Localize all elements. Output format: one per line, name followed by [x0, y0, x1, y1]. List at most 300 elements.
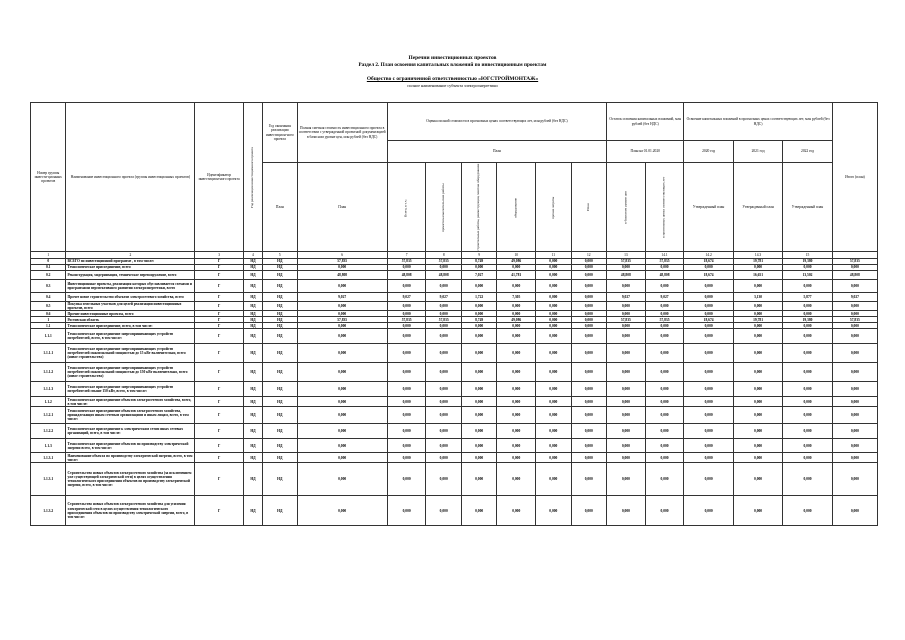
row-value: 0,000 [426, 424, 461, 439]
row-year-impl: НД [243, 258, 262, 264]
row-name: Покупка земельных участков для целей реализации инвестиционных проектов, всего [66, 301, 195, 310]
row-id: Г [195, 363, 243, 382]
row-year-end: НД [263, 329, 297, 344]
row-estimate-total: 57,835 [387, 258, 426, 264]
row-value: 0,000 [783, 424, 832, 439]
row-value: 3,130 [733, 292, 782, 301]
row-value: 0,000 [645, 311, 684, 317]
row-value: 0,000 [497, 329, 536, 344]
row-value: 0,000 [607, 424, 646, 439]
table-row [31, 453, 878, 463]
table-row [31, 270, 878, 279]
row-value: 0,000 [536, 317, 571, 323]
row-number: 0 [31, 258, 66, 264]
row-value: 0,000 [461, 363, 496, 382]
row-value: 0,000 [783, 329, 832, 344]
row-value: 0,000 [571, 496, 607, 526]
row-year-end: НД [263, 270, 297, 279]
row-id: Г [195, 279, 243, 292]
row-value: 0,000 [297, 301, 387, 310]
col-2020: 2020 год [684, 141, 733, 163]
row-value: 0,000 [607, 439, 646, 453]
row-value: 48,808 [832, 270, 877, 279]
row-value: 0,000 [684, 344, 733, 363]
table-body [31, 258, 878, 525]
row-value: 0,000 [497, 363, 536, 382]
row-value: 0,000 [536, 382, 571, 397]
row-value: 9,027 [832, 292, 877, 301]
col-number: 5 [263, 251, 297, 258]
row-id: Г [195, 424, 243, 439]
row-value: 0,000 [497, 301, 536, 310]
row-value: 0,000 [607, 344, 646, 363]
col-remain-base: в базисном уровне цен [607, 163, 646, 252]
row-value: 0,000 [733, 323, 782, 329]
row-value: 0,000 [497, 279, 536, 292]
row-estimate-total: 0,000 [387, 279, 426, 292]
row-value: 57,835 [832, 317, 877, 323]
row-value: 0,000 [684, 329, 733, 344]
row-value: 19,781 [733, 258, 782, 264]
row-value: 9,027 [426, 292, 461, 301]
row-value: 0,000 [426, 439, 461, 453]
row-value: 9,027 [607, 292, 646, 301]
col-smr: строительные работы, реконструкция, монтаж оборудования [461, 163, 496, 252]
col-itogo-header: Итого (план) [832, 103, 877, 252]
row-id: Г [195, 270, 243, 279]
row-value: 0,000 [426, 397, 461, 407]
row-value: 0,000 [297, 382, 387, 397]
row-year-impl: НД [243, 363, 262, 382]
row-value: 0,000 [607, 463, 646, 496]
row-year-end: НД [263, 301, 297, 310]
row-year-impl: НД [243, 407, 262, 424]
row-value: 7,027 [461, 270, 496, 279]
row-value: 0,000 [684, 424, 733, 439]
row-id: Г [195, 311, 243, 317]
row-number: 1.1.2 [31, 397, 66, 407]
row-id: Г [195, 439, 243, 453]
row-value: 0,000 [607, 382, 646, 397]
row-estimate-total: 0,000 [387, 453, 426, 463]
row-value: 0,000 [497, 311, 536, 317]
row-value: 0,000 [461, 344, 496, 363]
row-value: 0,000 [297, 279, 387, 292]
row-value: 0,000 [607, 264, 646, 270]
row-value: 0,000 [571, 292, 607, 301]
table-row [31, 439, 878, 453]
row-value: 0,000 [607, 397, 646, 407]
col-equip: оборудование [497, 163, 536, 252]
row-number: 1.1.3.1 [31, 463, 66, 496]
row-value: 0,000 [571, 407, 607, 424]
row-name: Реконструкция, модернизация, техническое перевооружение, всего [66, 270, 195, 279]
row-year-end: НД [263, 496, 297, 526]
row-year-impl: НД [243, 397, 262, 407]
row-id: Г [195, 264, 243, 270]
row-value: 0,000 [461, 439, 496, 453]
row-value: 0,000 [297, 453, 387, 463]
row-value: 0,000 [607, 496, 646, 526]
col-total: Всего, в т.ч.: [387, 163, 426, 252]
row-year-end: НД [263, 397, 297, 407]
row-value: 0,000 [832, 496, 877, 526]
org-caption: полное наименование субъекта электроэнергетики [407, 83, 498, 88]
row-value: 0,000 [426, 264, 461, 270]
row-value: 0,000 [571, 311, 607, 317]
row-value: 0,000 [497, 264, 536, 270]
row-value: 0,000 [297, 439, 387, 453]
col-2021-approved: Утвержденный план [733, 163, 782, 252]
row-value: 0,000 [645, 279, 684, 292]
row-value: 0,000 [832, 323, 877, 329]
row-value: 57,835 [645, 258, 684, 264]
row-value: 0,000 [571, 264, 607, 270]
row-value: 0,000 [733, 363, 782, 382]
row-value: 57,835 [426, 258, 461, 264]
row-value: 0,000 [684, 323, 733, 329]
row-value: 0,000 [497, 463, 536, 496]
row-value: 0,000 [426, 329, 461, 344]
row-value: 0,000 [733, 439, 782, 453]
row-value: 19,781 [733, 317, 782, 323]
row-name: Прочие инвестиционные проекты, всего [66, 311, 195, 317]
row-value: 0,000 [733, 264, 782, 270]
table-row [31, 382, 878, 397]
table-row [31, 463, 878, 496]
row-value: 8,749 [461, 317, 496, 323]
row-value: 0,000 [297, 344, 387, 363]
row-value: 57,835 [426, 317, 461, 323]
row-id: Г [195, 258, 243, 264]
row-value: 0,000 [645, 397, 684, 407]
row-value: 0,000 [497, 323, 536, 329]
row-value: 0,000 [733, 496, 782, 526]
row-value: 0,000 [645, 496, 684, 526]
row-value: 0,000 [645, 344, 684, 363]
row-id: Г [195, 397, 243, 407]
row-estimate-total: 0,000 [387, 323, 426, 329]
row-name: Технологическое присоединение энергопринимающих устройств потребителей, всего, в том числе: [66, 329, 195, 344]
row-year-end: НД [263, 323, 297, 329]
row-value: 0,000 [832, 301, 877, 310]
row-estimate-total: 0,000 [387, 397, 426, 407]
row-year-impl: НД [243, 453, 262, 463]
col-remain-forecast: в прогнозных ценах соответствующих лет [645, 163, 684, 252]
row-value: 0,000 [733, 301, 782, 310]
row-value: 0,000 [461, 323, 496, 329]
row-value: 19,380 [783, 258, 832, 264]
row-id: Г [195, 407, 243, 424]
row-year-impl: НД [243, 463, 262, 496]
col-number: 4 [243, 251, 262, 258]
row-name: Прочее новое строительство объектов электросетевого хозяйства, всего [66, 292, 195, 301]
row-value: 0,000 [571, 317, 607, 323]
table-row [31, 397, 878, 407]
row-estimate-total: 0,000 [387, 311, 426, 317]
row-year-end: НД [263, 463, 297, 496]
col-number: 8 [426, 251, 461, 258]
row-year-impl: НД [243, 496, 262, 526]
col-number: 6 [297, 251, 387, 258]
row-value: 0,000 [645, 439, 684, 453]
row-value: 0,000 [426, 453, 461, 463]
row-id: Г [195, 463, 243, 496]
row-value: 0,000 [832, 407, 877, 424]
row-value: 0,000 [684, 311, 733, 317]
row-value: 0,000 [297, 397, 387, 407]
table-row [31, 407, 878, 424]
row-value: 0,000 [571, 344, 607, 363]
row-value: 0,000 [536, 292, 571, 301]
row-value: 0,000 [684, 279, 733, 292]
row-value: 0,000 [783, 344, 832, 363]
row-value: 0,000 [571, 258, 607, 264]
row-name: Наименование объекта по производству электрической энергии, всего, в том числе: [66, 453, 195, 463]
row-value: 0,000 [497, 496, 536, 526]
row-value: 18,674 [684, 258, 733, 264]
row-value: 0,000 [783, 311, 832, 317]
col-number: 15 [783, 251, 832, 258]
col-number: 14.2 [684, 251, 733, 258]
row-value: 0,000 [297, 496, 387, 526]
row-value: 0,000 [297, 424, 387, 439]
row-value: 0,000 [607, 329, 646, 344]
row-value: 0,000 [733, 311, 782, 317]
row-value: 0,000 [497, 344, 536, 363]
row-value: 48,808 [426, 270, 461, 279]
row-value: 0,000 [461, 264, 496, 270]
row-value: 0,000 [497, 407, 536, 424]
row-year-end: НД [263, 424, 297, 439]
row-value: 0,000 [684, 292, 733, 301]
col-name-header: Наименование инвестиционного проекта (группы инвестиционных проектов) [66, 103, 195, 252]
row-value: 0,000 [497, 424, 536, 439]
row-value: 0,000 [571, 363, 607, 382]
row-estimate-total: 48,808 [387, 270, 426, 279]
row-name: Технологическое присоединение энергопринимающих устройств потребителей свыше 150 кВт, всего, в том числе: [66, 382, 195, 397]
row-value: 0,000 [536, 329, 571, 344]
col-number: 2 [66, 251, 195, 258]
row-value: 0,000 [783, 439, 832, 453]
col-estimate-header: Полная сметная стоимость инвестиционного проекта в соответствии с утвержденной проектной документацией в базисном уровне цен, млн рублей (без НДС) [297, 103, 387, 163]
row-year-impl: НД [243, 439, 262, 453]
col-2022-approved: Утвержденный план [783, 163, 832, 252]
row-estimate-total: 0,000 [387, 329, 426, 344]
row-number: 1.1.1.3 [31, 382, 66, 397]
row-value: 0,000 [645, 407, 684, 424]
col-number: 11 [536, 251, 571, 258]
row-value: 18,674 [684, 317, 733, 323]
row-year-end: НД [263, 344, 297, 363]
row-value: 0,000 [783, 264, 832, 270]
row-name: Технологическое присоединение к электрическим сетям иных сетевых организаций, всего, в том числе: [66, 424, 195, 439]
row-value: 0,000 [607, 407, 646, 424]
row-value: 0,000 [571, 463, 607, 496]
row-estimate-total: 0,000 [387, 496, 426, 526]
row-value: 0,000 [645, 463, 684, 496]
row-year-end: НД [263, 439, 297, 453]
col-number: 3 [195, 251, 243, 258]
row-number: 1.1.3.1 [31, 453, 66, 463]
row-estimate-total: 0,000 [387, 407, 426, 424]
row-value: 0,000 [645, 264, 684, 270]
row-name: Технологическое присоединение объектов электросетевого хозяйства, всего, в том числе: [66, 397, 195, 407]
row-year-impl: НД [243, 344, 262, 363]
row-estimate-total: 0,000 [387, 463, 426, 496]
col-number-row [31, 251, 878, 258]
row-value: 0,000 [461, 424, 496, 439]
table-head [31, 103, 878, 259]
row-estimate-total: 9,027 [387, 292, 426, 301]
row-value: 0,000 [571, 323, 607, 329]
row-value: 0,000 [461, 463, 496, 496]
row-estimate-total: 57,835 [387, 317, 426, 323]
row-value: 0,000 [832, 329, 877, 344]
row-value: 0,000 [426, 311, 461, 317]
row-value: 16,651 [733, 270, 782, 279]
row-number: 1.1 [31, 323, 66, 329]
row-value: 0,000 [607, 311, 646, 317]
row-value: 0,000 [832, 424, 877, 439]
row-value: 0,000 [571, 397, 607, 407]
row-value: 0,000 [297, 407, 387, 424]
row-value: 0,000 [461, 301, 496, 310]
row-estimate-total: 0,000 [387, 363, 426, 382]
table-row [31, 292, 878, 301]
col-year-impl-header: Год реализации инвестиционного проекта [243, 103, 262, 252]
row-value: 57,835 [607, 258, 646, 264]
col-year-plan: План [263, 163, 297, 252]
row-value: 0,000 [461, 453, 496, 463]
row-number: 1.1.3 [31, 439, 66, 453]
col-capex-header: Освоение капитальных вложений в прогнозных ценах соответствующих лет, млн рублей (без НДС) [684, 103, 832, 141]
row-value: 0,000 [783, 453, 832, 463]
row-name: Инвестиционные проекты, реализация которых обуславливается схемами и программами перспективного развития электроэнергетики, всего [66, 279, 195, 292]
row-value: 0,000 [733, 279, 782, 292]
row-value: 0,000 [536, 264, 571, 270]
row-value: 0,000 [571, 382, 607, 397]
row-value: 0,000 [645, 453, 684, 463]
row-value: 0,000 [571, 439, 607, 453]
row-value: 0,000 [733, 397, 782, 407]
row-value: 0,000 [571, 301, 607, 310]
row-id: Г [195, 292, 243, 301]
row-value: 0,000 [426, 344, 461, 363]
row-value: 57,835 [645, 317, 684, 323]
row-number: 1 [31, 317, 66, 323]
row-value: 49,086 [497, 317, 536, 323]
row-value: 9,027 [645, 292, 684, 301]
row-value: 0,000 [783, 463, 832, 496]
row-name: Технологическое присоединение, всего, в том числе: [66, 323, 195, 329]
row-value: 19,380 [783, 317, 832, 323]
row-number: 1.1.3.2 [31, 496, 66, 526]
row-value: 0,000 [832, 279, 877, 292]
row-year-impl: НД [243, 264, 262, 270]
table-row [31, 344, 878, 363]
row-value: 0,000 [783, 496, 832, 526]
row-value: 0,000 [607, 301, 646, 310]
col-number: 1 [31, 251, 66, 258]
row-value: 0,000 [536, 463, 571, 496]
row-name: ВСЕГО по инвестиционной программе , в том числе: [66, 258, 195, 264]
row-year-impl: НД [243, 292, 262, 301]
row-value: 7,305 [497, 292, 536, 301]
row-year-impl: НД [243, 323, 262, 329]
row-number: 1.1.2.2 [31, 424, 66, 439]
row-value: 0,000 [733, 424, 782, 439]
row-number: 0.1 [31, 264, 66, 270]
row-value: 0,000 [536, 311, 571, 317]
col-2021: 2021 год [733, 141, 782, 163]
row-year-impl: НД [243, 424, 262, 439]
row-value: 0,000 [684, 301, 733, 310]
row-value: 0,000 [297, 311, 387, 317]
row-value: 0,000 [571, 279, 607, 292]
doc-title: Перечни инвестиционных проектов [408, 55, 497, 61]
row-year-end: НД [263, 453, 297, 463]
row-value: 0,000 [832, 453, 877, 463]
row-value: 0,000 [645, 329, 684, 344]
row-value: 57,835 [297, 317, 387, 323]
row-year-impl: НД [243, 382, 262, 397]
row-value: 0,000 [645, 424, 684, 439]
row-value: 0,000 [426, 363, 461, 382]
row-value: 0,000 [461, 407, 496, 424]
row-estimate-total: 0,000 [387, 344, 426, 363]
col-year-start-header: Год окончания реализации инвестицион-ного проекта [263, 103, 297, 163]
col-pir: проектно-изыскательские работы [426, 163, 461, 252]
row-year-end: НД [263, 264, 297, 270]
col-fact-extra: План [571, 163, 607, 252]
col-fact-plan: План [387, 141, 606, 163]
row-value: 0,000 [684, 453, 733, 463]
row-year-end: НД [263, 363, 297, 382]
row-estimate-total: 0,000 [387, 301, 426, 310]
row-value: 0,000 [297, 329, 387, 344]
row-value: 0,000 [783, 397, 832, 407]
row-number: 0.4 [31, 292, 66, 301]
row-value: 57,835 [607, 317, 646, 323]
row-value: 0,000 [461, 382, 496, 397]
row-year-end: НД [263, 382, 297, 397]
row-value: 48,808 [645, 270, 684, 279]
row-value: 0,000 [536, 496, 571, 526]
row-year-impl: НД [243, 329, 262, 344]
col-id-header: Идентификатор инвестицион-ного проекта [195, 103, 243, 252]
row-value: 9,027 [297, 292, 387, 301]
row-id: Г [195, 323, 243, 329]
row-number: 1.1.1.1 [31, 344, 66, 363]
row-value: 0,000 [645, 363, 684, 382]
row-value: 18,674 [684, 270, 733, 279]
row-value: 1,722 [461, 292, 496, 301]
row-value: 0,000 [536, 363, 571, 382]
row-value: 0,000 [684, 397, 733, 407]
row-number: 0.3 [31, 279, 66, 292]
row-name: Технологическое присоединение энергопринимающих устройств потребителей максимальной мощностью до 150 кВт включительно, всего (новое строительство) [66, 363, 195, 382]
row-value: 0,000 [832, 463, 877, 496]
row-value: 0,000 [297, 463, 387, 496]
col-number [832, 251, 877, 258]
row-value: 0,000 [426, 301, 461, 310]
row-year-end: НД [263, 407, 297, 424]
row-number: 0.5 [31, 301, 66, 310]
row-value: 0,000 [645, 382, 684, 397]
table-row [31, 424, 878, 439]
row-value: 0,000 [536, 270, 571, 279]
